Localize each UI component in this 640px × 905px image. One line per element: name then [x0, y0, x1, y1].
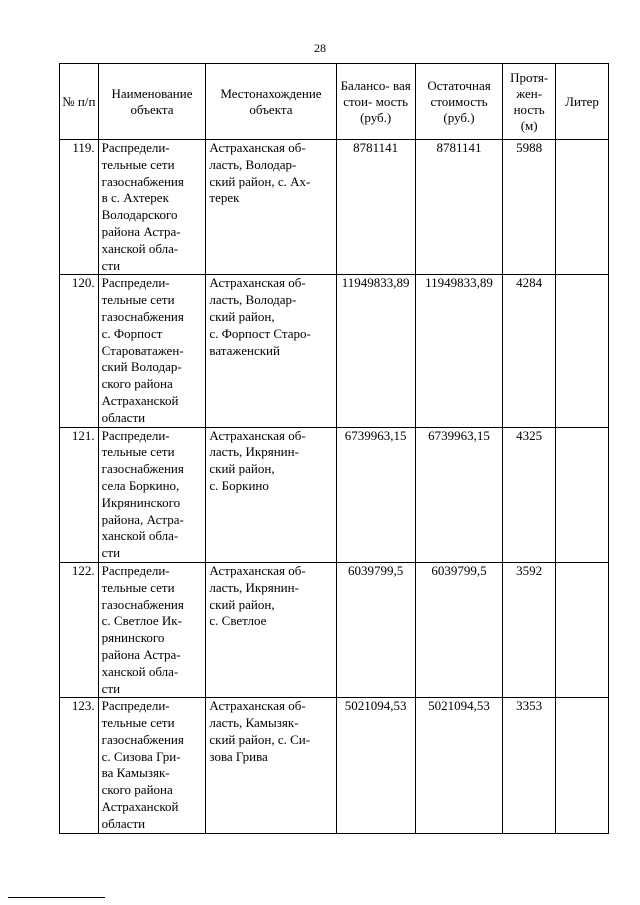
balance-value: 11949833,89 — [336, 275, 415, 427]
object-name — [98, 140, 206, 275]
liter-value — [556, 140, 609, 275]
object-location-line: с. Форпост Старо- — [209, 325, 311, 341]
table-row — [60, 698, 609, 833]
object-name-line: газоснабжения — [101, 731, 184, 747]
object-name-line: района Астра- — [101, 223, 181, 239]
row-number: 123. — [60, 698, 99, 833]
table-row — [60, 427, 609, 562]
object-name-line: тельные сети — [101, 715, 175, 731]
residual-value: 6739963,15 — [415, 427, 502, 562]
object-name — [98, 427, 206, 562]
header-name-line: Наименование — [111, 85, 193, 101]
length-value: 3353 — [503, 698, 556, 833]
object-location — [206, 275, 336, 427]
length-value: 4325 — [503, 427, 556, 562]
object-name-line: района Астра- — [101, 646, 181, 662]
object-name-line: сти — [101, 257, 121, 273]
object-name-line: Астраханской — [101, 799, 179, 815]
object-name — [98, 275, 206, 427]
object-name-line: сти — [101, 680, 121, 696]
table-row — [60, 140, 609, 275]
row-number: 120. — [60, 275, 99, 427]
object-name-line: газоснабжения — [101, 461, 184, 477]
object-location-line: Астраханская об- — [209, 427, 306, 443]
liter-value — [556, 562, 609, 697]
object-location-line: ватаженский — [209, 342, 280, 358]
header-balance-line: вая стои- — [343, 77, 411, 109]
object-name-line: ского района — [101, 376, 173, 392]
object-name-line: ва Камызяк- — [101, 765, 170, 781]
header-length — [503, 64, 556, 140]
object-location-line: Астраханская об- — [209, 698, 306, 714]
object-location-line: ласть, Икрянин- — [209, 444, 299, 460]
header-length-line: жен- — [516, 85, 543, 101]
object-name-line: Икрянинского — [101, 494, 181, 510]
header-num-line: № — [62, 93, 75, 109]
liter-value — [556, 698, 609, 833]
page-number: 28 — [314, 41, 326, 55]
object-name-line: области — [101, 409, 146, 425]
header-num-line: п/п — [77, 93, 96, 109]
row-number: 119. — [60, 140, 99, 275]
object-location — [206, 562, 336, 697]
object-location — [206, 140, 336, 275]
object-location-line: с. Боркино — [209, 477, 269, 493]
header-name — [98, 64, 206, 140]
object-name-line: области — [101, 815, 146, 831]
object-name-line: ского района — [101, 782, 173, 798]
object-name-line: села Боркино, — [101, 477, 180, 493]
object-name-line: Распредели- — [101, 698, 170, 714]
object-name-line: ханской обла- — [101, 528, 179, 544]
liter-value — [556, 275, 609, 427]
object-name-line: газоснабжения — [101, 596, 184, 612]
object-location-line: ский район, с. Си- — [209, 731, 311, 747]
length-value: 4284 — [503, 275, 556, 427]
object-name-line: района, Астра- — [101, 511, 184, 527]
object-name-line: Распредели- — [101, 562, 170, 578]
residual-value: 11949833,89 — [415, 275, 502, 427]
object-location — [206, 427, 336, 562]
object-name-line: Астраханской — [101, 392, 179, 408]
object-location-line: Астраханская об- — [209, 140, 306, 155]
balance-value: 6039799,5 — [336, 562, 415, 697]
object-location-line: ласть, Володар- — [209, 292, 297, 308]
header-residual-line: стоимость — [430, 93, 488, 109]
object-name-line: рянинского — [101, 630, 165, 646]
length-value: 3592 — [503, 562, 556, 697]
header-length-line: (м) — [520, 117, 538, 133]
object-location-line: терек — [209, 190, 240, 206]
balance-value: 6739963,15 — [336, 427, 415, 562]
object-location — [206, 698, 336, 833]
object-location-line: ский район, с. Ах- — [209, 173, 311, 189]
liter-value — [556, 427, 609, 562]
object-name-line: сти — [101, 545, 121, 561]
table-row — [60, 562, 609, 697]
header-balance-line: мость — [375, 93, 409, 109]
object-location-line: ласть, Икрянин- — [209, 579, 299, 595]
header-residual — [415, 64, 502, 140]
header-balance-line: (руб.) — [360, 109, 392, 125]
header-location-line: объекта — [249, 101, 293, 117]
property-table — [59, 63, 609, 834]
header-num — [60, 64, 99, 140]
header-length-line: ность — [513, 101, 545, 117]
object-location-line: Астраханская об- — [209, 275, 306, 291]
table-header-row — [60, 64, 609, 140]
object-name-line: Володарского — [101, 207, 178, 223]
header-length-line: Протя- — [510, 69, 549, 85]
header-liter: Литер — [556, 64, 609, 140]
object-name-line: с. Сизова Гри- — [101, 748, 181, 764]
object-name — [98, 562, 206, 697]
object-name-line: ханской обла- — [101, 663, 179, 679]
header-balance-line: Балансо- — [340, 77, 390, 93]
row-number: 121. — [60, 427, 99, 562]
footnote-rule — [8, 897, 105, 898]
object-name-line: тельные сети — [101, 156, 175, 172]
row-number: 122. — [60, 562, 99, 697]
table-body — [60, 140, 609, 834]
balance-value: 8781141 — [336, 140, 415, 275]
header-name-line: объекта — [130, 101, 174, 117]
object-location-line: Астраханская об- — [209, 562, 306, 578]
object-name-line: в с. Ахтерек — [101, 190, 169, 206]
object-name-line: Распредели- — [101, 427, 170, 443]
residual-value: 5021094,53 — [415, 698, 502, 833]
object-name-line: Распредели- — [101, 275, 170, 291]
object-location-line: зова Грива — [209, 748, 268, 764]
length-value: 5988 — [503, 140, 556, 275]
object-location-line: ласть, Володар- — [209, 156, 297, 172]
object-location-line: ласть, Камызяк- — [209, 715, 299, 731]
table-row — [60, 275, 609, 427]
header-location — [206, 64, 336, 140]
object-name-line: с. Светлое Ик- — [101, 613, 182, 629]
object-name-line: Распредели- — [101, 140, 170, 155]
object-location-line: ский район, — [209, 461, 275, 477]
object-name-line: тельные сети — [101, 579, 175, 595]
residual-value: 6039799,5 — [415, 562, 502, 697]
balance-value: 5021094,53 — [336, 698, 415, 833]
object-location-line: ский район, — [209, 308, 275, 324]
object-name-line: газоснабжения — [101, 308, 184, 324]
header-location-line: Местонахождение — [220, 85, 322, 101]
object-name-line: ский Володар- — [101, 359, 182, 375]
header-balance — [336, 64, 415, 140]
object-location-line: с. Светлое — [209, 613, 267, 629]
header-residual-line: Остаточная — [427, 77, 491, 93]
object-name-line: Староватажен- — [101, 342, 184, 358]
object-location-line: ский район, — [209, 596, 275, 612]
residual-value: 8781141 — [415, 140, 502, 275]
header-residual-line: (руб.) — [443, 109, 475, 125]
object-name-line: тельные сети — [101, 444, 175, 460]
object-name-line: тельные сети — [101, 292, 175, 308]
object-name-line: ханской обла- — [101, 240, 179, 256]
object-name-line: газоснабжения — [101, 173, 184, 189]
object-name-line: с. Форпост — [101, 325, 163, 341]
object-name — [98, 698, 206, 833]
